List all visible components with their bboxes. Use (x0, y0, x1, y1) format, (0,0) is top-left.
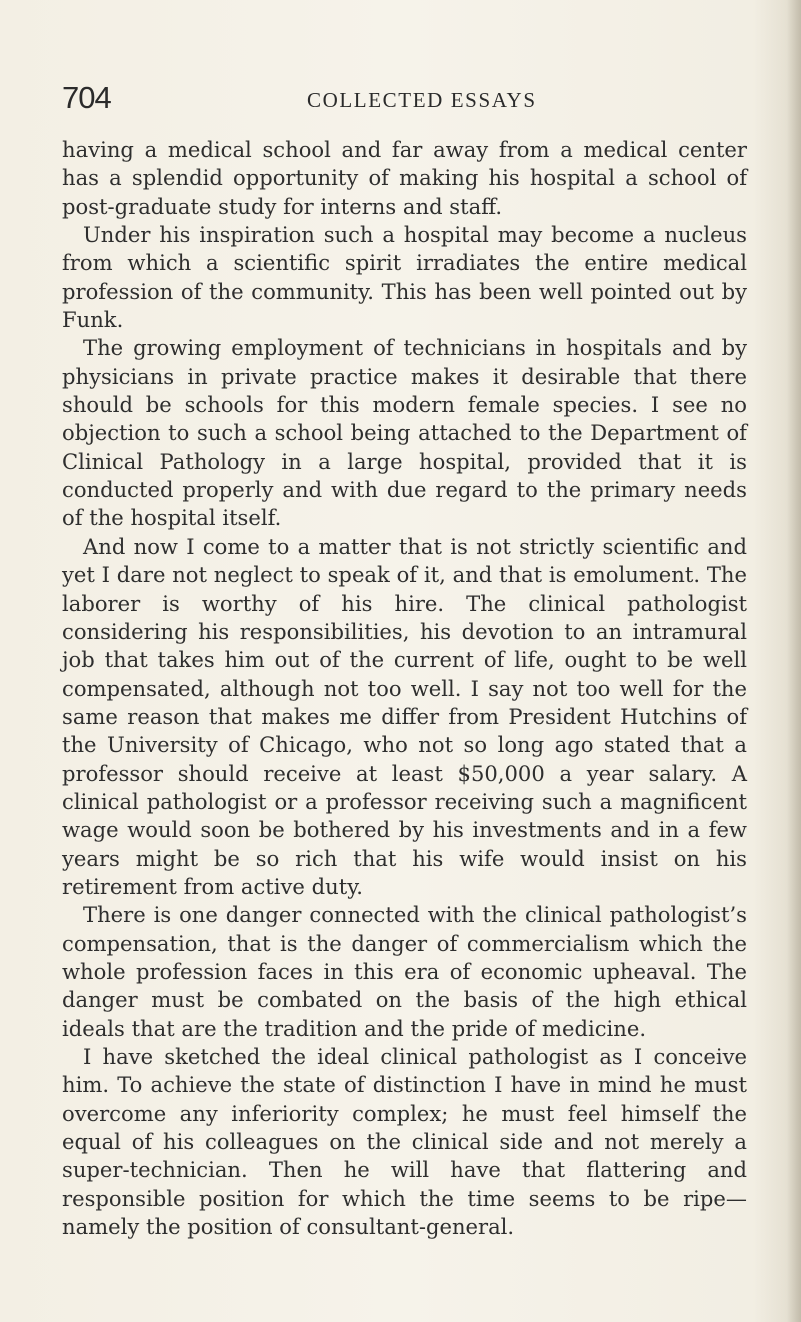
paragraph-technicians: The growing employment of technicians in hospitals and by physicians in private practice makes it desirable that there should be schools for this modern female species. I see no objection to such a school being attached to the Department of Clinical Pathology in a large hospital, provided that it is conducted properly and with due regard to the primary needs of the hospital itself. (62, 335, 747, 531)
page-number: 704 (62, 80, 111, 115)
paragraph-nucleus: Under his inspiration such a hospital may become a nucleus from which a scientific spirit irradiates the entire medical profession of the community. This has been well pointed out by Funk. (62, 222, 747, 333)
paragraph-commercialism: There is one danger connected with the clinical pathologist’s compensation, that is the danger of commercialism which the whole profession faces in this era of economic upheaval. The danger must be combated on the basis of the high ethical ideals that are the tradition and the pride of medicine. (62, 902, 747, 1041)
body-text (62, 136, 747, 1241)
paragraph-continued: having a medical school and far away from a medical center has a splendid opportunity of making his hospital a school of post-graduate study for interns and staff. (62, 137, 747, 219)
paragraph-conclusion: I have sketched the ideal clinical pathologist as I conceive him. To achieve the state of distinction I have in mind he must overcome any inferiority complex; he must feel himself the equal of his colleagues on the clinical side and not merely a super-technician. Then he will have that flattering and responsible position for which the time seems to be ripe—namely the position of consultant-general. (62, 1044, 747, 1240)
running-head: COLLECTED ESSAYS (307, 88, 537, 112)
page-edge-shadow (787, 0, 801, 1322)
page-header (62, 78, 737, 118)
paragraph-emolument: And now I come to a matter that is not strictly scientific and yet I dare not neglect to speak of it, and that is emolument. The laborer is worthy of his hire. The clinical pathologist considering his responsibilities, his devotion to an intramural job that takes him out of the current of life, ought to be well compensated, although not too well. I say not too well for the same reason that makes me differ from President Hutchins of the University of Chicago, who not so long ago stated that a professor should receive at least $50,000 a year salary. A clinical pathologist or a professor receiving such a magnificent wage would soon be bothered by his investments and in a few years might be so rich that his wife would insist on his retirement from active duty. (62, 533, 747, 899)
